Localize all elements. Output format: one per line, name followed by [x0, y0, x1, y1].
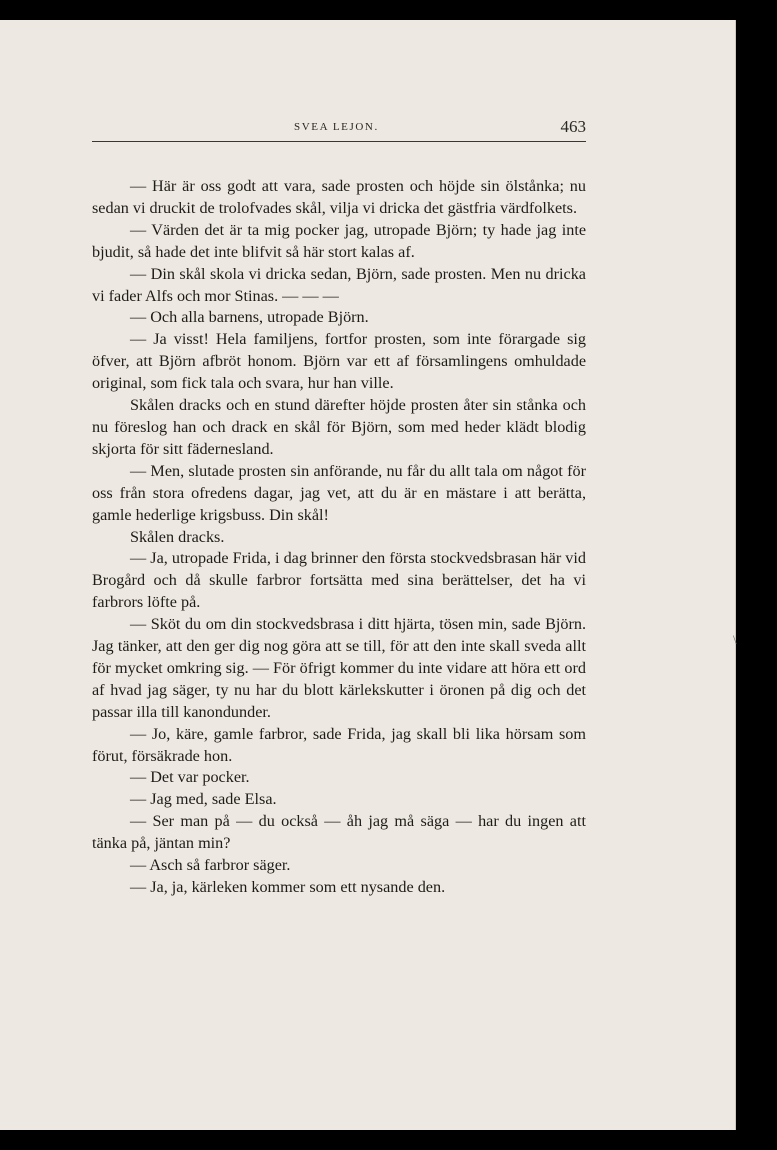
book-page [0, 20, 736, 1130]
paragraph: — Men, slutade prosten sin anförande, nu får du allt tala om något för oss från stora ofredens dagar, jag vet, att du är en mästare i att berätta, gamle hederlige krigsbuss. Din skål! [92, 461, 586, 524]
paragraph: Skålen dracks och en stund därefter höjde prosten åter sin stånka och nu föreslog han och drack en skål för Björn, som med heder klädt blodig skjorta för sitt fädernesland. [92, 396, 586, 458]
paragraph: — Asch så farbror säger. [130, 856, 291, 875]
paragraph: — Sköt du om din stockvedsbrasa i ditt hjärta, tösen min, sade Björn. Jag tänker, att den ger dig nog göra att se till, för att den inte skall sveda allt för mycket omkring sig. — För öfrigt kommer du inte vidare att höra ett ord af hvad jag säger, ty nu har du blott kärlekskutter i öronen på dig och det passar illa till kanondunder. [92, 615, 586, 721]
paragraph: — Jo, käre, gamle farbror, sade Frida, jag skall bli lika hörsam som förut, försäkrade hon. [92, 724, 586, 765]
paragraph: — Ser man på — du också — åh jag må säga — har du ingen att tänka på, jäntan min? [92, 812, 586, 853]
paragraph: — Värden det är ta mig pocker jag, utropade Björn; ty hade jag inte bjudit, så hade det inte blifvit så här stort kalas af. [92, 220, 586, 261]
paragraph: — Ja, ja, kärleken kommer som ett nysande den. [130, 878, 446, 896]
running-head: SVEA LEJON. [294, 121, 379, 133]
page-header [92, 119, 586, 142]
paragraph: — Ja, utropade Frida, i dag brinner den första stockvedsbrasan här vid Brogård och då skulle farbror fortsätta med sina berättelser, det ha vi farbrors löfte på. [92, 549, 586, 612]
paragraph: — Jag med, sade Elsa. [130, 790, 277, 809]
margin-pencil-mark: \ [733, 632, 737, 647]
paragraph: — Här är oss godt att vara, sade prosten och höjde sin ölstånka; nu sedan vi druckit de trolofvades skål, vilja vi dricka det gästfria värdfolkets. [92, 177, 586, 217]
paragraph: — Din skål skola vi dricka sedan, Björn, sade prosten. Men nu dricka vi fader Alfs och mor Stinas. — — — [92, 264, 586, 305]
paragraph: — Ja visst! Hela familjens, fortfor prosten, som inte förargade sig öfver, att Björn afbröt honom. Björn var ett af församlingens omhuldade original, som fick tala och svara, hur han ville. [92, 330, 586, 393]
paragraph: — Och alla barnens, utropade Björn. [130, 308, 369, 327]
page-number: 463 [560, 117, 586, 136]
paragraph: — Det var pocker. [130, 768, 250, 787]
paragraph: Skålen dracks. [130, 527, 225, 546]
page-body-text [92, 176, 586, 899]
